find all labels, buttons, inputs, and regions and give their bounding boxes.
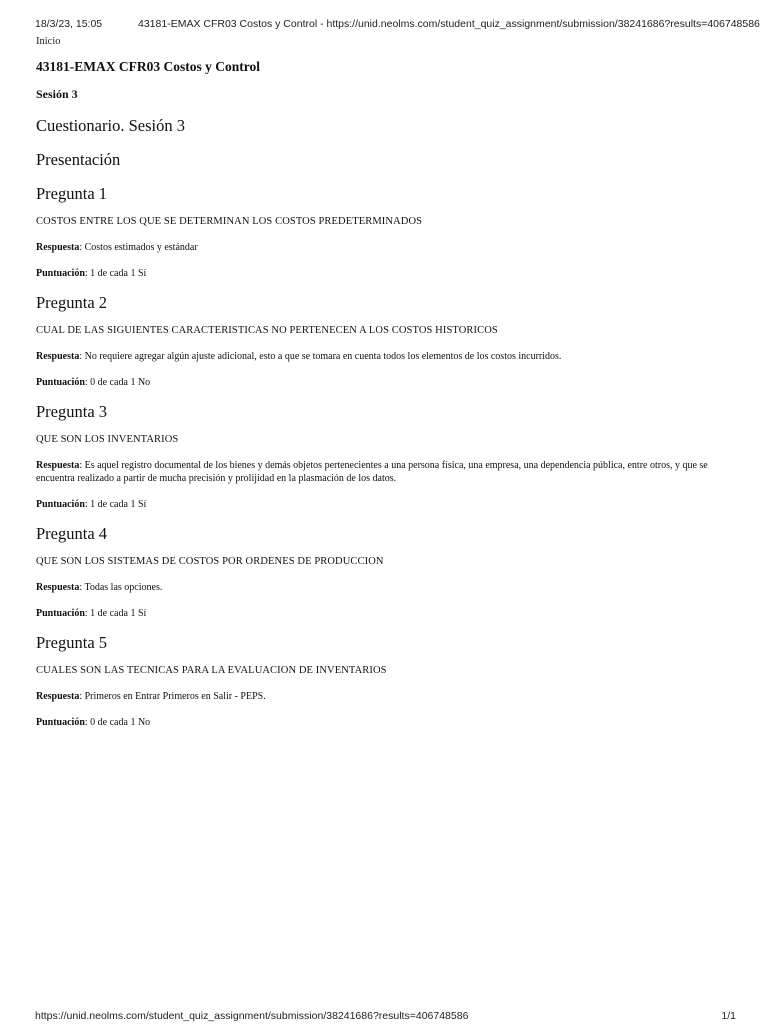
quiz-results-page bbox=[36, 36, 736, 742]
answer-line bbox=[36, 241, 736, 254]
print-footer-url: https://unid.neolms.com/student_quiz_assignment/submission/38241686?results=406748586 bbox=[35, 1010, 469, 1022]
question-text: CUALES SON LAS TECNICAS PARA LA EVALUACION DE INVENTARIOS bbox=[36, 665, 387, 676]
question-heading: Pregunta 5 bbox=[36, 633, 108, 652]
score-label: Puntuación bbox=[36, 377, 85, 388]
course-title: 43181-EMAX CFR03 Costos y Control bbox=[36, 59, 260, 74]
answer-label: Respuesta bbox=[36, 351, 80, 362]
question-heading: Pregunta 4 bbox=[36, 524, 108, 543]
score-value: : 1 de cada 1 Sí bbox=[84, 268, 147, 279]
answer-value: : Todas las opciones. bbox=[79, 582, 163, 593]
score-line bbox=[36, 608, 736, 619]
answer-line bbox=[36, 690, 736, 703]
question-text: COSTOS ENTRE LOS QUE SE DETERMINAN LOS COSTOS PREDETERMINADOS bbox=[36, 216, 423, 227]
score-line bbox=[36, 499, 736, 510]
session-title: Sesión 3 bbox=[36, 87, 78, 101]
answer-value: : Es aquel registro documental de los bienes y demás objetos pertenecientes a una persona física, una empresa, una dependencia pública, entre otros, y que se encuentra realizado a partir de mucha precisión y prolijidad en la plasmación de los datos. bbox=[36, 460, 708, 484]
score-label: Puntuación bbox=[36, 268, 85, 279]
quiz-title: Cuestionario. Sesión 3 bbox=[36, 116, 185, 135]
question-heading: Pregunta 1 bbox=[36, 184, 108, 203]
print-datetime: 18/3/23, 15:05 bbox=[35, 18, 103, 30]
question-text: CUAL DE LAS SIGUIENTES CARACTERISTICAS NO PERTENECEN A LOS COSTOS HISTORICOS bbox=[36, 325, 498, 336]
question-block-2 bbox=[36, 293, 736, 388]
answer-label: Respuesta bbox=[36, 582, 80, 593]
page-number: 1/1 bbox=[721, 1010, 736, 1022]
score-line bbox=[36, 717, 736, 728]
answer-line bbox=[36, 459, 736, 485]
answer-label: Respuesta bbox=[36, 242, 80, 253]
score-value: : 0 de cada 1 No bbox=[84, 377, 151, 388]
presentation-heading: Presentación bbox=[36, 150, 121, 169]
question-block-5 bbox=[36, 633, 736, 728]
answer-label: Respuesta bbox=[36, 460, 80, 471]
breadcrumb-home[interactable]: Inicio bbox=[36, 36, 61, 47]
question-text: QUE SON LOS SISTEMAS DE COSTOS POR ORDENES DE PRODUCCION bbox=[36, 556, 384, 567]
score-value: : 1 de cada 1 Sí bbox=[84, 608, 147, 619]
question-text: QUE SON LOS INVENTARIOS bbox=[36, 434, 179, 445]
score-line bbox=[36, 377, 736, 388]
question-block-1 bbox=[36, 184, 736, 279]
question-block-3 bbox=[36, 402, 736, 510]
answer-value: : Costos estimados y estándar bbox=[79, 242, 198, 253]
answer-label: Respuesta bbox=[36, 691, 80, 702]
question-heading: Pregunta 2 bbox=[36, 293, 108, 312]
question-heading: Pregunta 3 bbox=[36, 402, 108, 421]
score-value: : 1 de cada 1 Sí bbox=[84, 499, 147, 510]
score-value: : 0 de cada 1 No bbox=[84, 717, 151, 728]
score-line bbox=[36, 268, 736, 279]
score-label: Puntuación bbox=[36, 717, 85, 728]
score-label: Puntuación bbox=[36, 608, 85, 619]
answer-line bbox=[36, 350, 736, 363]
print-page-title: 43181-EMAX CFR03 Costos y Control - https://unid.neolms.com/student_quiz_assignment/submission/38241686?results=406748586 bbox=[138, 18, 760, 30]
answer-line bbox=[36, 581, 736, 594]
answer-value: : Primeros en Entrar Primeros en Salir - PEPS. bbox=[79, 691, 266, 702]
question-block-4 bbox=[36, 524, 736, 619]
score-label: Puntuación bbox=[36, 499, 85, 510]
answer-value: : No requiere agregar algún ajuste adicional, esto a que se tomara en cuenta todos los elementos de los costos incurridos. bbox=[79, 351, 562, 362]
